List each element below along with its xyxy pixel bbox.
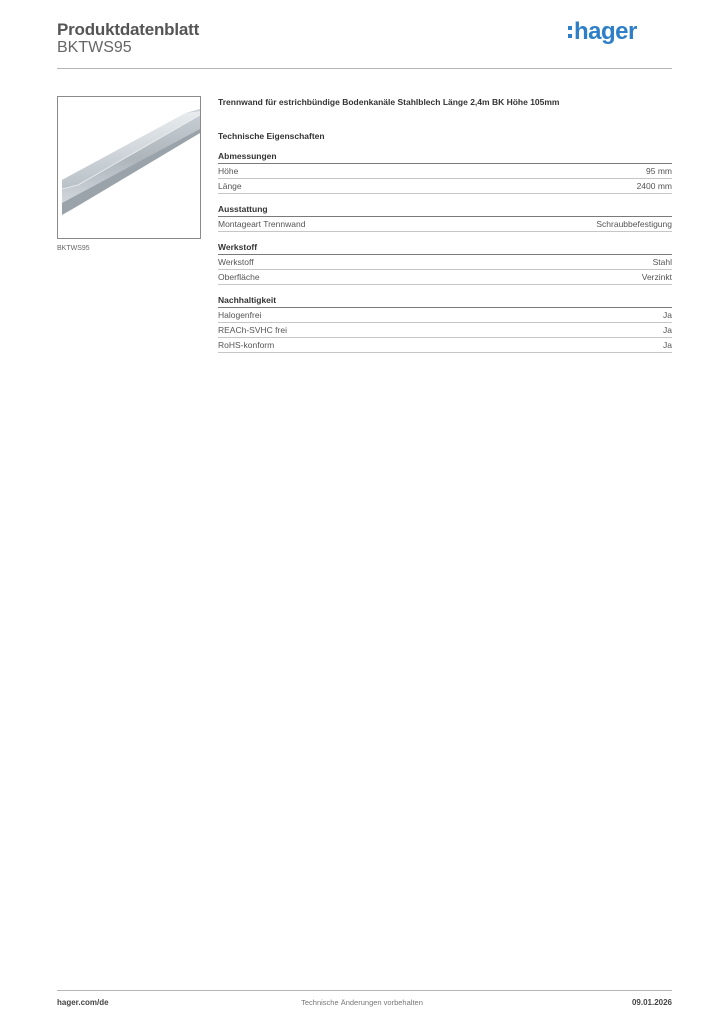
- spec-label: Oberfläche: [218, 272, 260, 282]
- spec-value: Ja: [663, 310, 672, 320]
- spec-row: [218, 270, 672, 285]
- image-caption: BKTWS95: [57, 245, 90, 252]
- technical-properties-heading: Technische Eigenschaften: [218, 131, 325, 141]
- section-material: [218, 242, 672, 285]
- spec-row: [218, 164, 672, 179]
- header-divider: [57, 68, 672, 69]
- spec-label: REACh-SVHC frei: [218, 325, 287, 335]
- section-title: Nachhaltigkeit: [218, 295, 672, 308]
- spec-value: Ja: [663, 325, 672, 335]
- hager-logo: [568, 14, 658, 48]
- product-code: BKTWS95: [57, 39, 132, 56]
- spec-row: [218, 217, 672, 232]
- spec-value: Schraubbefestigung: [596, 219, 672, 229]
- spec-row: [218, 308, 672, 323]
- spec-row: [218, 338, 672, 353]
- footer-divider: [57, 990, 672, 991]
- spec-row: [218, 323, 672, 338]
- website-link[interactable]: hager.com/de: [57, 998, 109, 1007]
- document-title: Produktdatenblatt: [57, 20, 200, 39]
- product-description: Trennwand für estrichbündige Bodenkanäle Stahlblech Länge 2,4m BK Höhe 105mm: [218, 97, 560, 107]
- spec-label: Montageart Trennwand: [218, 219, 306, 229]
- section-dimensions: [218, 151, 672, 194]
- section-sustainability: [218, 295, 672, 353]
- section-title: Abmessungen: [218, 151, 672, 164]
- product-details: [218, 96, 672, 353]
- footer-notice: Technische Änderungen vorbehalten: [301, 998, 423, 1007]
- spec-value: Verzinkt: [641, 272, 672, 282]
- spec-label: Halogenfrei: [218, 310, 262, 320]
- spec-value: Ja: [663, 340, 672, 350]
- steel-partition-icon: [58, 97, 200, 238]
- spec-value: 95 mm: [646, 166, 672, 176]
- logo-wordmark: hager: [574, 18, 637, 45]
- spec-label: Länge: [218, 181, 242, 191]
- section-title: Werkstoff: [218, 242, 672, 255]
- hager-logo-icon: [568, 14, 658, 48]
- spec-row: [218, 179, 672, 194]
- section-title: Ausstattung: [218, 204, 672, 217]
- section-equipment: [218, 204, 672, 232]
- spec-row: [218, 255, 672, 270]
- spec-label: Höhe: [218, 166, 239, 176]
- spec-value: 2400 mm: [636, 181, 672, 191]
- document-date: 09.01.2026: [631, 998, 672, 1007]
- spec-label: Werkstoff: [218, 257, 254, 267]
- spec-value: Stahl: [652, 257, 672, 267]
- product-image: [57, 96, 201, 239]
- spec-label: RoHS-konform: [218, 340, 275, 350]
